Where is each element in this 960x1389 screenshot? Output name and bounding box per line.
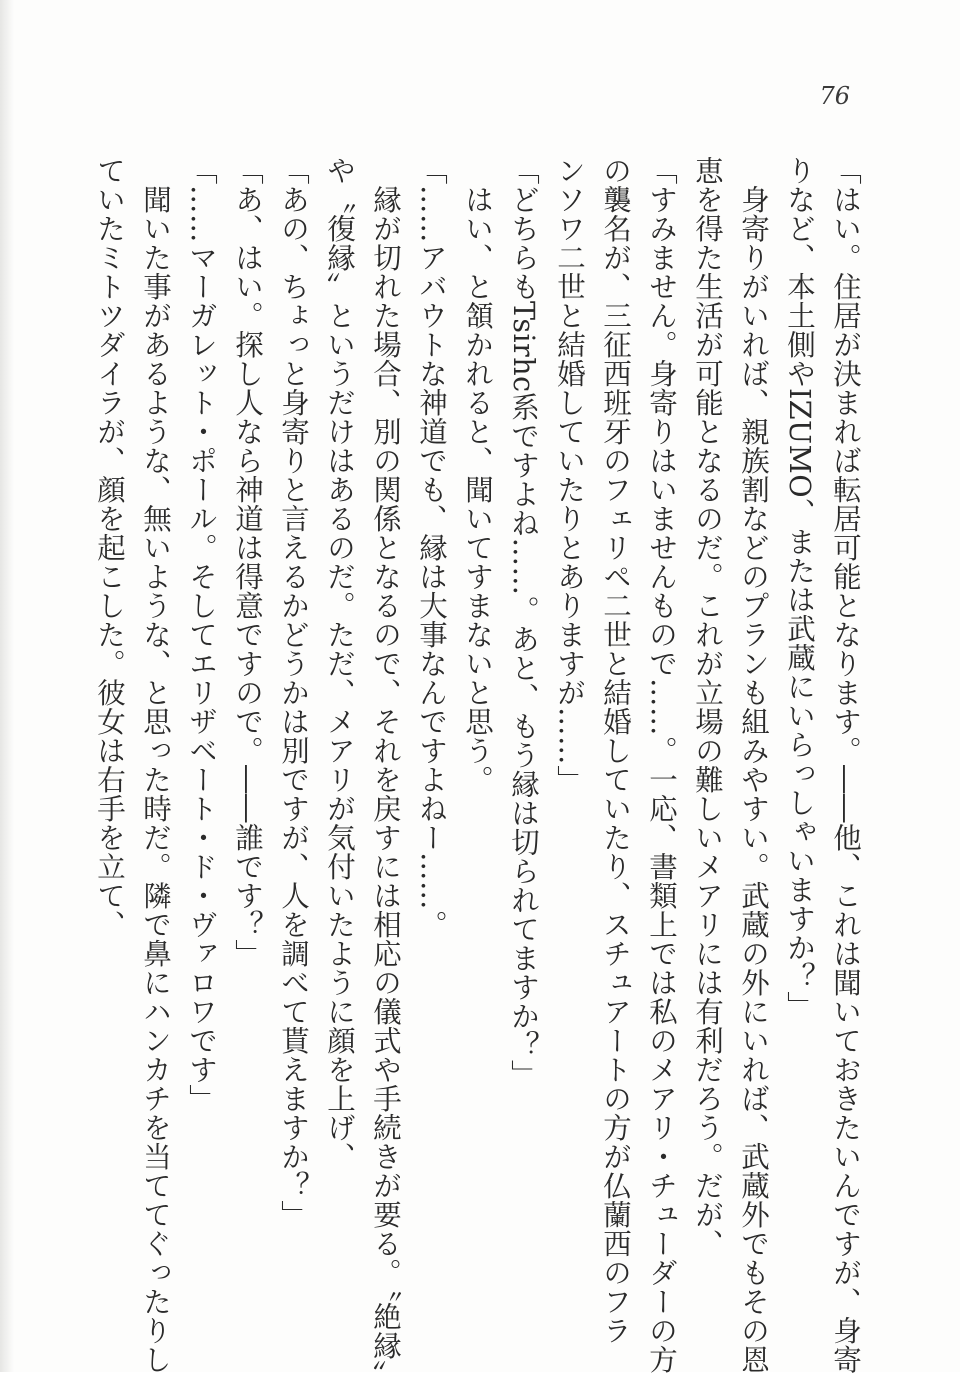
text-column: 聞いた事があるような、無いような、と思った時だ。隣で鼻にハンカチを当ててぐったりし (139, 156, 172, 1374)
text-column: はい、と頷かれると、聞いてすまないと思う。 (461, 156, 494, 794)
text-column: や〝復縁〟というだけはあるのだ。ただ、メアリが気付いたように顔を上げ、 (323, 156, 356, 1171)
text-column: 身寄りがいれば、親族割などのプランも組みやすい。武蔵の外にいれば、武蔵外でもその恩 (737, 156, 770, 1374)
text-column: りなど、本土側やIZUMO、または武蔵にいらっしゃいますか？」 (783, 156, 816, 1021)
page-number: 76 (819, 82, 850, 110)
vertical-text-body (86, 156, 868, 1389)
text-column: の襲名が、三征西班牙のフェリペ二世と結婚していたり、スチュアートの方が仏蘭西のフラ (599, 156, 632, 1345)
text-column: ンソワ二世と結婚していたりとありますが……」 (553, 156, 586, 794)
text-column: 「……マーガレット・ポール。そしてエリザベート・ド・ヴァロワです」 (185, 156, 218, 1113)
page-gutter-shadow (0, 0, 14, 1372)
text-column: 「すみません。身寄りはいませんもので……。一応、書類上では私のメアリ・チューダーの方 (645, 156, 678, 1374)
text-column: 恵を得た生活が可能となるのだ。これが立場の難しいメアリには有利だろう。だが、 (691, 156, 724, 1258)
text-column: 「あ、はい。探し人なら神道は得意ですので。――誰です？」 (231, 156, 264, 968)
text-column: 「どちらもTsirhc系ですよね……。あと、もう縁は切られてますか？」 (507, 156, 540, 1089)
text-column: 「はい。住居が決まれば転居可能となります。――他、これは聞いておきたいんですが、身寄 (829, 156, 862, 1374)
text-column: 「あの、ちょっと身寄りと言えるかどうかは別ですが、人を調べて貰えますか？」 (277, 156, 310, 1229)
text-column: 縁が切れた場合、別の関係となるので、それを戻すには相応の儀式や手続きが要る。〝絶縁〟 (369, 156, 402, 1389)
text-column: 「……アバウトな神道でも、縁は大事なんですよねー……。 (415, 156, 448, 939)
text-column: ていたミトツダイラが、顔を起こした。彼女は右手を立て、 (93, 156, 126, 939)
